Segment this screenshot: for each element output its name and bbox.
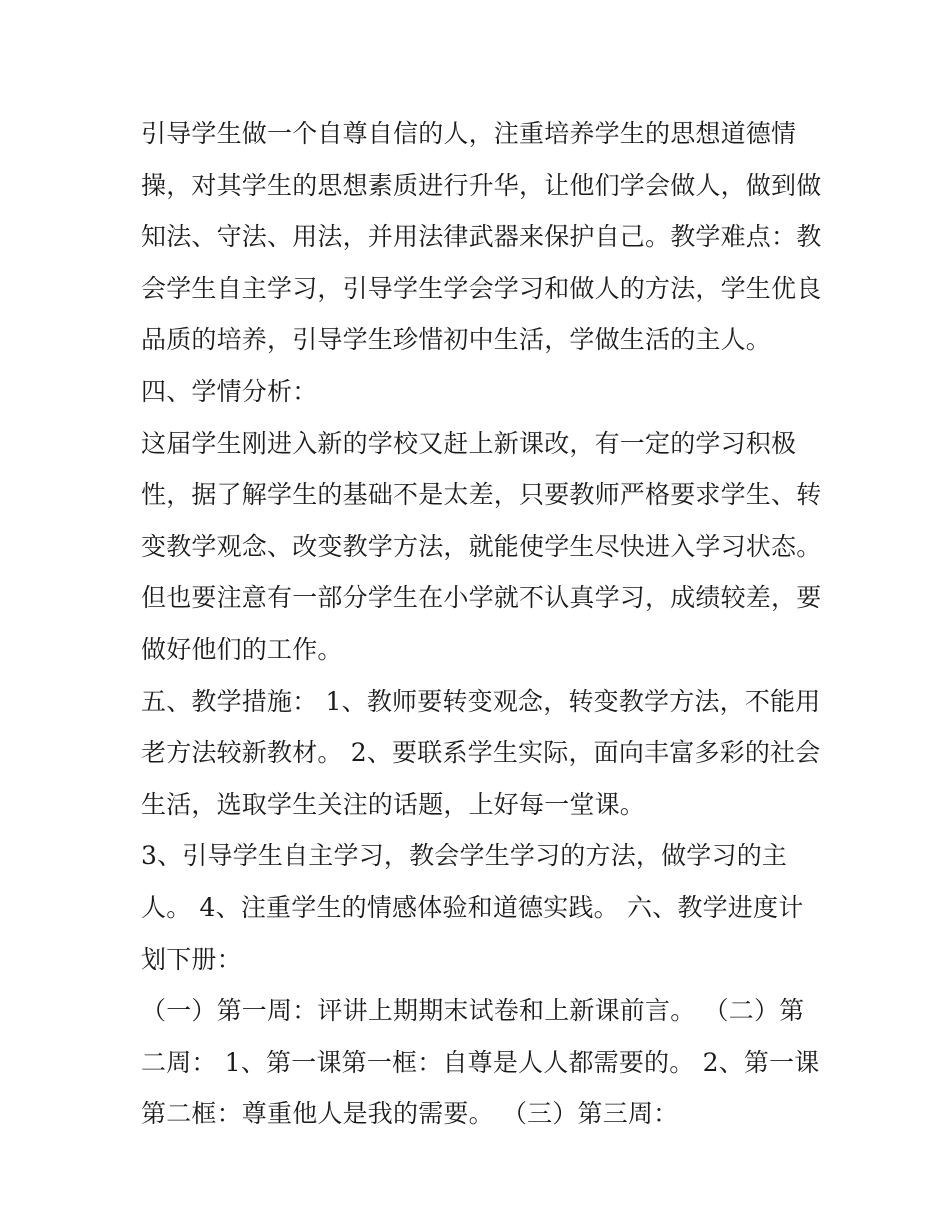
text-line: 这届学生刚进入新的学校又赶上新课改，有一定的学习积极: [141, 428, 797, 458]
text-line: 生活，选取学生关注的话题，上好每一堂课。: [141, 789, 646, 819]
text-line: 第二框：尊重他人是我的需要。 （三）第三周：: [141, 1099, 679, 1129]
text-line: 知法、守法、用法，并用法律武器来保护自己。教学难点：教: [141, 222, 822, 252]
text-line: （一）第一周：评讲上期期末试卷和上新课前言。 （二）第: [141, 996, 805, 1026]
text-line: 做好他们的工作。: [141, 634, 343, 664]
text-line: 会学生自主学习，引导学生学会学习和做人的方法，学生优良: [141, 273, 822, 303]
text-line: 划下册：: [141, 944, 242, 974]
text-line: 但也要注意有一部分学生在小学就不认真学习，成绩较差，要: [141, 583, 822, 613]
text-line: 3、引导学生自主学习，教会学生学习的方法，做学习的主: [141, 841, 788, 871]
text-line: 二周： 1、第一课第一框：自尊是人人都需要的。 2、第一课: [141, 1047, 820, 1077]
text-line: 变教学观念、改变教学方法，就能使学生尽快进入学习状态。: [141, 531, 822, 561]
text-line: 性，据了解学生的基础不是太差，只要教师严格要求学生、转: [141, 480, 822, 510]
section-heading: 四、学情分析：: [141, 376, 318, 406]
text-line: 引导学生做一个自尊自信的人，注重培养学生的思想道德情: [141, 119, 797, 148]
text-line: 五、教学措施： 1、教师要转变观念，转变教学方法，不能用: [141, 686, 821, 716]
text-line: 人。 4、注重学生的情感体验和道德实践。 六、教学进度计: [141, 892, 804, 922]
text-line: 品质的培养，引导学生珍惜初中生活，学做生活的主人。: [141, 325, 772, 355]
text-line: 操，对其学生的思想素质进行升华，让他们学会做人，做到做: [141, 170, 822, 200]
text-line: 老方法较新教材。 2、要联系学生实际，面向丰富多彩的社会: [141, 738, 821, 768]
document-body: [141, 108, 821, 1140]
